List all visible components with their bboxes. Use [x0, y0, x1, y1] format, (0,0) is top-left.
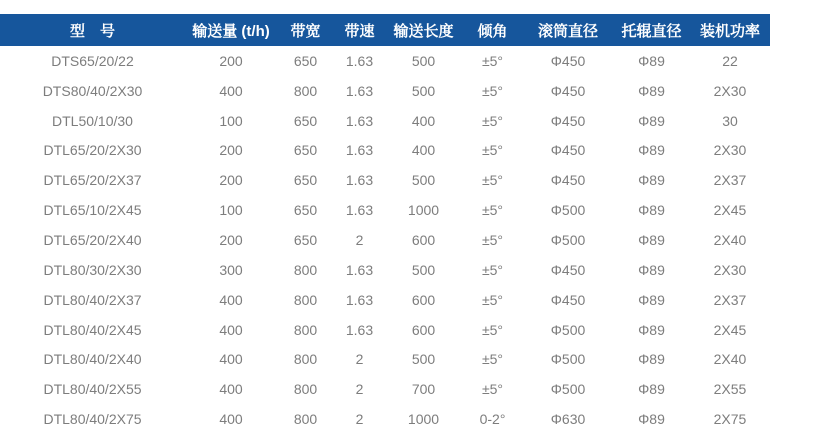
- table-cell: 800: [293, 321, 318, 338]
- table-row: [0, 76, 770, 106]
- table-row: [0, 165, 770, 195]
- table-cell: ±5°: [481, 231, 504, 248]
- table-cell: DTL80/40/2X40: [43, 351, 142, 368]
- table-cell: 1000: [407, 411, 440, 428]
- table-cell: ±5°: [481, 172, 504, 189]
- table-cell: Φ89: [638, 172, 665, 189]
- table-cell: 1.63: [345, 261, 374, 278]
- table-cell: 650: [293, 142, 318, 159]
- table-cell: Φ500: [550, 202, 586, 219]
- column-header-installed-power: 装机功率: [699, 22, 760, 40]
- table-cell: 2: [355, 351, 364, 368]
- table-cell: 600: [411, 231, 436, 248]
- table-row: [0, 374, 770, 404]
- table-cell: DTL65/10/2X45: [43, 202, 142, 219]
- table-cell: 2X37: [713, 172, 747, 189]
- table-cell: 2X30: [713, 142, 747, 159]
- table-cell: 400: [219, 82, 243, 99]
- column-header-length: 输送长度: [393, 22, 454, 40]
- table-cell: 400: [411, 112, 436, 129]
- table-cell: Φ89: [638, 411, 665, 428]
- table-cell: 2X40: [713, 351, 747, 368]
- table-cell: 1.63: [345, 321, 374, 338]
- table-cell: 800: [293, 351, 318, 368]
- table-cell: 2X40: [713, 231, 747, 248]
- table-cell: 0-2°: [479, 411, 506, 428]
- table-row: [0, 136, 770, 166]
- table-cell: 800: [293, 82, 318, 99]
- table-cell: 30: [722, 112, 738, 129]
- table-cell: ±5°: [481, 261, 504, 278]
- table-row: [0, 195, 770, 225]
- table-cell: DTL65/20/2X37: [43, 172, 142, 189]
- table-row: [0, 225, 770, 255]
- table-cell: 300: [219, 261, 243, 278]
- table-cell: 400: [411, 142, 436, 159]
- table-cell: 1.63: [345, 112, 374, 129]
- column-header-capacity: 输送量 (t/h): [192, 22, 270, 40]
- table-cell: ±5°: [481, 112, 504, 129]
- table-cell: 400: [219, 411, 243, 428]
- table-cell: Φ89: [638, 231, 665, 248]
- table-cell: 2X30: [713, 82, 747, 99]
- table-cell: Φ450: [550, 112, 586, 129]
- table-cell: DTL50/10/30: [52, 112, 133, 129]
- table-cell: DTL80/40/2X55: [43, 381, 142, 398]
- table-row: [0, 344, 770, 374]
- table-cell: DTS80/40/2X30: [42, 82, 143, 99]
- table-cell: 2X55: [713, 381, 747, 398]
- column-header-belt-width: 带宽: [290, 22, 321, 40]
- column-header-drum-diameter: 滚筒直径: [537, 22, 598, 40]
- table-cell: Φ89: [638, 351, 665, 368]
- table-cell: Φ89: [638, 52, 665, 69]
- table-row: [0, 315, 770, 345]
- table-cell: ±5°: [481, 381, 504, 398]
- table-row: [0, 46, 770, 76]
- table-cell: 2X45: [713, 321, 747, 338]
- table-cell: Φ450: [550, 172, 586, 189]
- table-cell: Φ450: [550, 261, 586, 278]
- table-cell: 500: [411, 52, 436, 69]
- table-cell: 22: [722, 52, 738, 69]
- table-cell: 2X45: [713, 202, 747, 219]
- table-cell: 400: [219, 321, 243, 338]
- table-cell: 1.63: [345, 291, 374, 308]
- column-header-model: 型 号: [69, 22, 115, 40]
- table-cell: 200: [219, 172, 243, 189]
- table-cell: Φ89: [638, 321, 665, 338]
- table-cell: Φ450: [550, 142, 586, 159]
- table-cell: 1.63: [345, 52, 374, 69]
- table-cell: 2X75: [713, 411, 747, 428]
- table-cell: 200: [219, 52, 243, 69]
- table-cell: ±5°: [481, 52, 504, 69]
- table-cell: Φ89: [638, 82, 665, 99]
- table-cell: 700: [411, 381, 436, 398]
- table-cell: 650: [293, 112, 318, 129]
- table-cell: 800: [293, 261, 318, 278]
- table-cell: 2: [355, 231, 364, 248]
- table-cell: ±5°: [481, 142, 504, 159]
- table-cell: DTL80/30/2X30: [43, 261, 142, 278]
- table-cell: 600: [411, 321, 436, 338]
- table-row: [0, 106, 770, 136]
- table-cell: 600: [411, 291, 436, 308]
- table-cell: 650: [293, 231, 318, 248]
- table-cell: Φ630: [550, 411, 586, 428]
- table-cell: Φ89: [638, 202, 665, 219]
- table-cell: DTL80/40/2X75: [43, 411, 142, 428]
- table-cell: ±5°: [481, 202, 504, 219]
- table-cell: Φ89: [638, 381, 665, 398]
- table-cell: 2: [355, 381, 364, 398]
- table-cell: DTL80/40/2X45: [43, 321, 142, 338]
- column-header-idler-diameter: 托辊直径: [621, 22, 682, 40]
- table-cell: 1.63: [345, 142, 374, 159]
- table-cell: ±5°: [481, 351, 504, 368]
- table-cell: Φ450: [550, 82, 586, 99]
- table-cell: 1.63: [345, 172, 374, 189]
- table-cell: DTS65/20/22: [51, 52, 134, 69]
- table-cell: Φ450: [550, 52, 586, 69]
- header-row: [0, 14, 770, 46]
- table-cell: 2: [355, 411, 364, 428]
- table-cell: Φ89: [638, 112, 665, 129]
- table-cell: 1000: [407, 202, 440, 219]
- table-header: [0, 14, 770, 46]
- table-row: [0, 285, 770, 315]
- table-cell: Φ500: [550, 351, 586, 368]
- table-cell: 500: [411, 261, 436, 278]
- table-cell: DTL65/20/2X30: [43, 142, 142, 159]
- table-cell: 400: [219, 351, 243, 368]
- table-cell: 2X37: [713, 291, 747, 308]
- table-cell: 1.63: [345, 82, 374, 99]
- table-body: [0, 46, 770, 434]
- table-cell: Φ89: [638, 261, 665, 278]
- table-cell: 1.63: [345, 202, 374, 219]
- table-cell: 400: [219, 291, 243, 308]
- table-cell: ±5°: [481, 291, 504, 308]
- table-cell: 500: [411, 351, 436, 368]
- table-cell: 100: [219, 202, 243, 219]
- table-cell: Φ89: [638, 142, 665, 159]
- column-header-incline: 倾角: [477, 22, 508, 40]
- table-cell: 500: [411, 172, 436, 189]
- table-cell: Φ500: [550, 321, 586, 338]
- table-cell: 200: [219, 231, 243, 248]
- conveyor-spec-table: [0, 14, 770, 434]
- table-cell: Φ89: [638, 291, 665, 308]
- table-cell: DTL65/20/2X40: [43, 231, 142, 248]
- table-cell: 800: [293, 411, 318, 428]
- table-row: [0, 404, 770, 434]
- table-cell: ±5°: [481, 82, 504, 99]
- table-cell: Φ450: [550, 291, 586, 308]
- table-cell: 650: [293, 172, 318, 189]
- table-cell: 650: [293, 52, 318, 69]
- table-cell: Φ500: [550, 231, 586, 248]
- table-cell: 800: [293, 381, 318, 398]
- table-cell: 100: [219, 112, 243, 129]
- table-cell: ±5°: [481, 321, 504, 338]
- column-header-belt-speed: 带速: [344, 22, 375, 40]
- table-cell: 200: [219, 142, 243, 159]
- table-cell: 500: [411, 82, 436, 99]
- table-cell: 2X30: [713, 261, 747, 278]
- table-cell: 800: [293, 291, 318, 308]
- table-cell: Φ500: [550, 381, 586, 398]
- table-cell: 650: [293, 202, 318, 219]
- table-cell: DTL80/40/2X37: [43, 291, 142, 308]
- table-row: [0, 255, 770, 285]
- table-cell: 400: [219, 381, 243, 398]
